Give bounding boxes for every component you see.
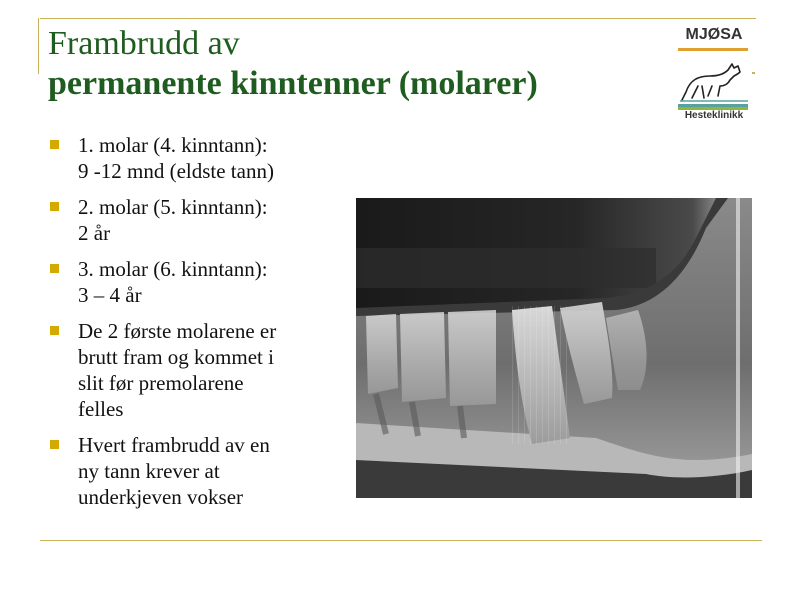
bullet-square-icon	[50, 202, 59, 211]
bullet-line: Hvert frambrudd av en	[78, 433, 270, 457]
logo-subtitle: Hesteklinikk	[684, 110, 744, 121]
bullet-square-icon	[50, 140, 59, 149]
bullet-line: 2. molar (5. kinntann):	[78, 195, 268, 219]
bullet-line: 3 – 4 år	[78, 283, 142, 307]
bullet-line: 1. molar (4. kinntann):	[78, 133, 268, 157]
bullet-line: 9 -12 mnd (eldste tann)	[78, 159, 274, 183]
title-line-1: Frambrudd av	[48, 25, 240, 62]
bullet-line: De 2 første molarene er	[78, 319, 277, 343]
horse-icon	[680, 62, 748, 102]
title-line-2: permanente kinntenner (molarer)	[48, 65, 538, 102]
bullet-line: brutt fram og kommet i	[78, 345, 274, 369]
title-left-rule	[38, 18, 39, 74]
bullet-line: 3. molar (6. kinntann):	[78, 257, 268, 281]
bullet-square-icon	[50, 440, 59, 449]
bullet-square-icon	[50, 264, 59, 273]
bullet-line: ny tann krever at	[78, 459, 220, 483]
bullet-item	[48, 132, 348, 184]
bullet-line: felles	[78, 397, 124, 421]
bullet-square-icon	[50, 326, 59, 335]
xray-image	[356, 198, 752, 498]
bullet-item	[48, 256, 348, 308]
logo-bar-1	[678, 48, 748, 51]
bullet-item	[48, 318, 348, 422]
bullet-line: slit før premolarene	[78, 371, 244, 395]
bullet-line: underkjeven vokser	[78, 485, 244, 509]
bullet-item	[48, 432, 348, 510]
title-top-rule	[40, 18, 756, 19]
slide-title	[48, 24, 668, 104]
bottom-rule	[40, 540, 762, 541]
bullet-item	[48, 194, 348, 246]
bullet-list	[48, 132, 348, 520]
bullet-line: 2 år	[78, 221, 111, 245]
logo-name: MJØSA	[685, 26, 743, 43]
clinic-logo	[674, 26, 754, 126]
